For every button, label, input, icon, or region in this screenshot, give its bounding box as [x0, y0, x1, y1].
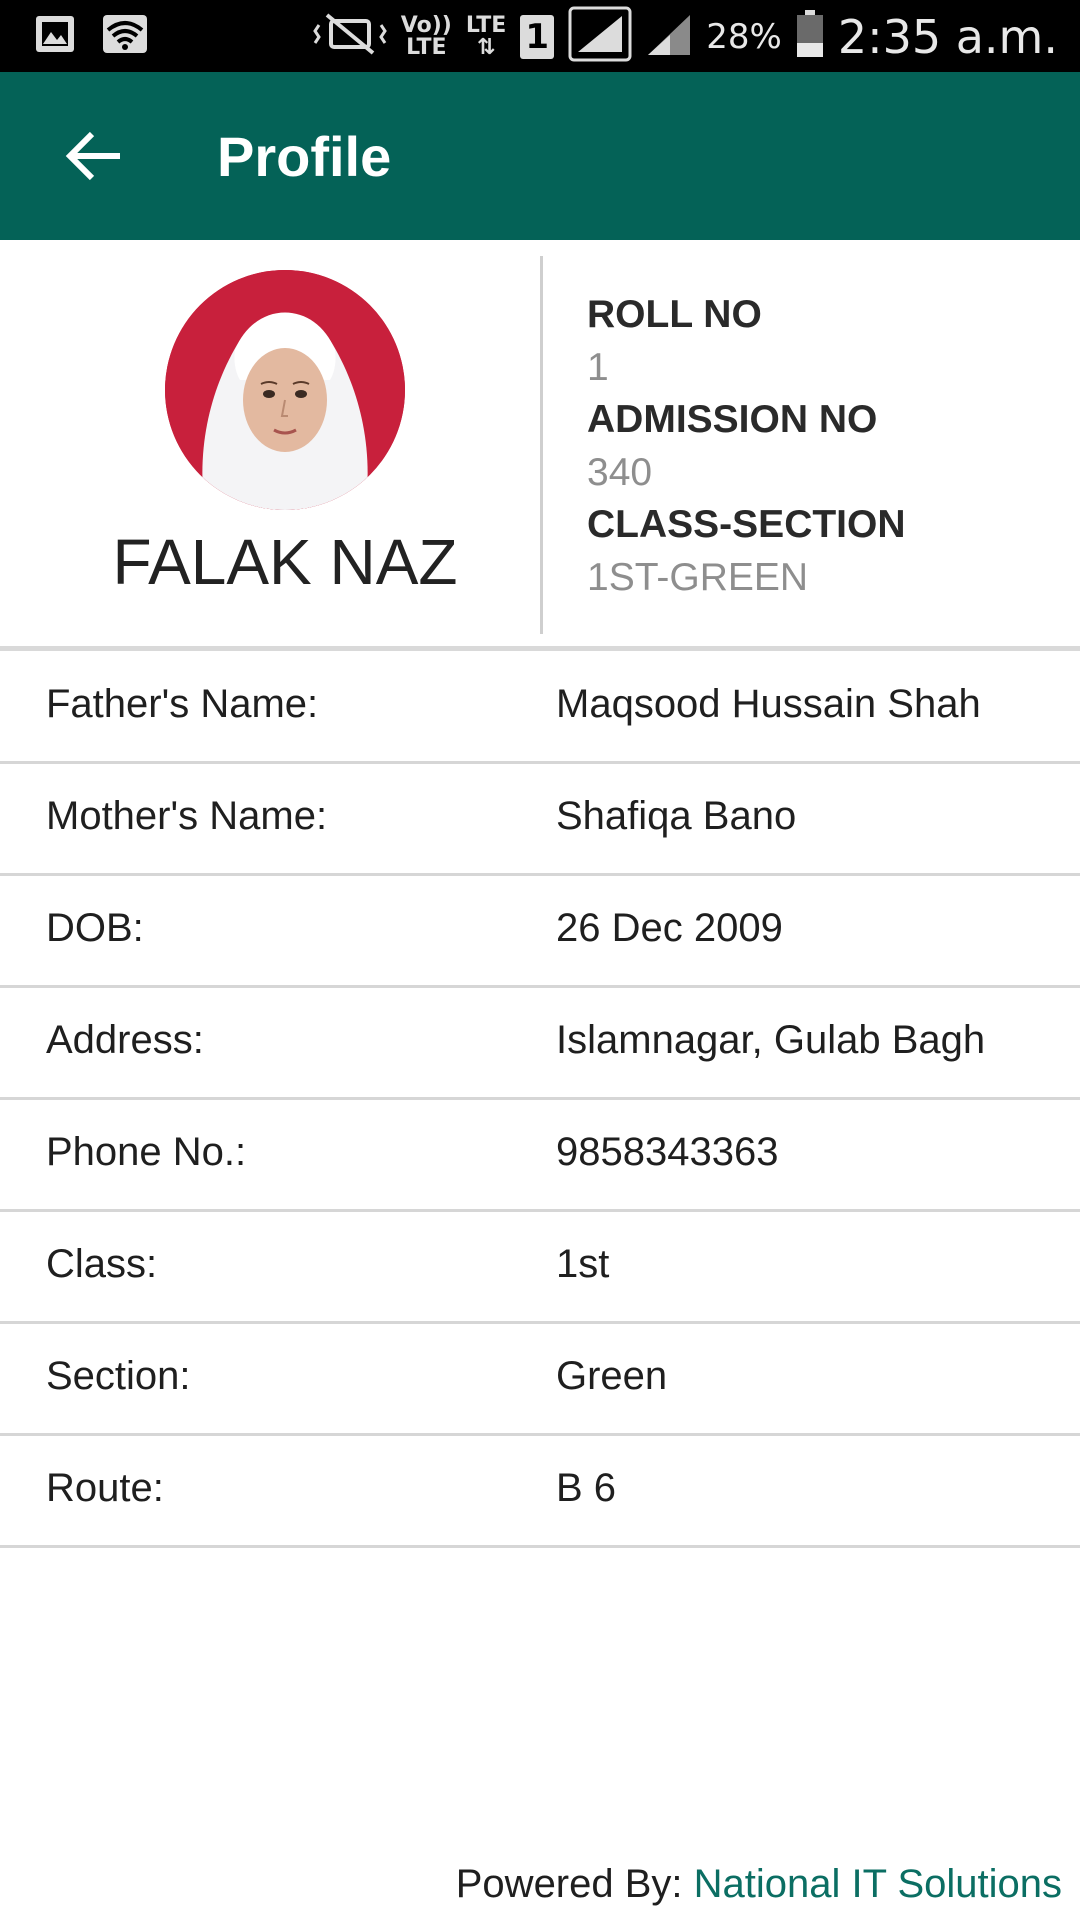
data-arrows-icon: ⇅ [476, 34, 496, 60]
detail-row-address [0, 988, 1080, 1100]
powered-by-footer [456, 1862, 1062, 1907]
powered-by-label: Powered By: [455, 1862, 694, 1906]
detail-label: DOB: [46, 906, 144, 950]
detail-row-class [0, 1212, 1080, 1324]
detail-value: 1st [556, 1242, 610, 1286]
detail-label: Class: [46, 1242, 158, 1286]
detail-value: Islamnagar, Gulab Bagh [556, 1018, 986, 1062]
page-title: Profile [217, 125, 392, 188]
status-bar-right [313, 6, 1058, 67]
detail-label: Address: [46, 1018, 204, 1062]
detail-value: Shafiqa Bano [556, 794, 797, 838]
details-list [0, 652, 1080, 1548]
class-section-label: CLASS-SECTION [587, 503, 906, 546]
detail-row-dob [0, 876, 1080, 988]
detail-value: 26 Dec 2009 [556, 906, 783, 950]
arrow-back-icon [56, 116, 136, 196]
vibrate-icon [313, 11, 387, 62]
lte-data-label: LTE [465, 12, 507, 38]
detail-row-father [0, 652, 1080, 764]
detail-row-route [0, 1436, 1080, 1548]
admission-no-label: ADMISSION NO [587, 398, 878, 441]
lte-label: LTE [406, 34, 447, 60]
signal-icon [568, 6, 632, 67]
profile-header [0, 240, 1080, 648]
student-name: FALAK NAZ [112, 526, 458, 598]
battery-icon [796, 10, 824, 63]
roll-no-value: 1 [587, 346, 609, 389]
detail-label: Section: [46, 1354, 191, 1398]
student-info-block [587, 290, 906, 605]
status-bar [0, 0, 1080, 72]
student-photo [165, 270, 405, 510]
detail-label: Mother's Name: [46, 794, 328, 838]
status-bar-left [34, 14, 148, 59]
detail-label: Phone No.: [46, 1130, 247, 1174]
detail-value: 9858343363 [556, 1130, 779, 1174]
header-divider [0, 646, 1080, 651]
sim-slot-badge: 1 [520, 15, 554, 59]
avatar [165, 270, 405, 510]
battery-percent: 28% [706, 16, 782, 57]
vertical-divider [540, 256, 543, 634]
signal-2-icon [646, 11, 692, 62]
volte-indicator [400, 12, 452, 60]
back-button[interactable] [56, 116, 136, 196]
admission-no-value: 340 [587, 451, 653, 494]
company-link[interactable]: National IT Solutions [693, 1862, 1062, 1906]
app-bar [0, 72, 1080, 240]
detail-value: Maqsood Hussain Shah [556, 682, 981, 726]
gallery-icon [34, 14, 76, 59]
wifi-icon [102, 14, 148, 59]
roll-no-label: ROLL NO [587, 293, 762, 336]
status-time: 2:35 a.m. [837, 9, 1058, 64]
detail-value: Green [556, 1354, 668, 1398]
class-section-value: 1ST-GREEN [587, 556, 809, 599]
detail-row-mother [0, 764, 1080, 876]
detail-label: Route: [46, 1466, 164, 1510]
lte-data-indicator [465, 12, 507, 60]
volte-label: Vo)) [400, 12, 452, 38]
detail-value: B 6 [556, 1466, 617, 1510]
detail-row-phone [0, 1100, 1080, 1212]
detail-label: Father's Name: [46, 682, 319, 726]
detail-row-section [0, 1324, 1080, 1436]
